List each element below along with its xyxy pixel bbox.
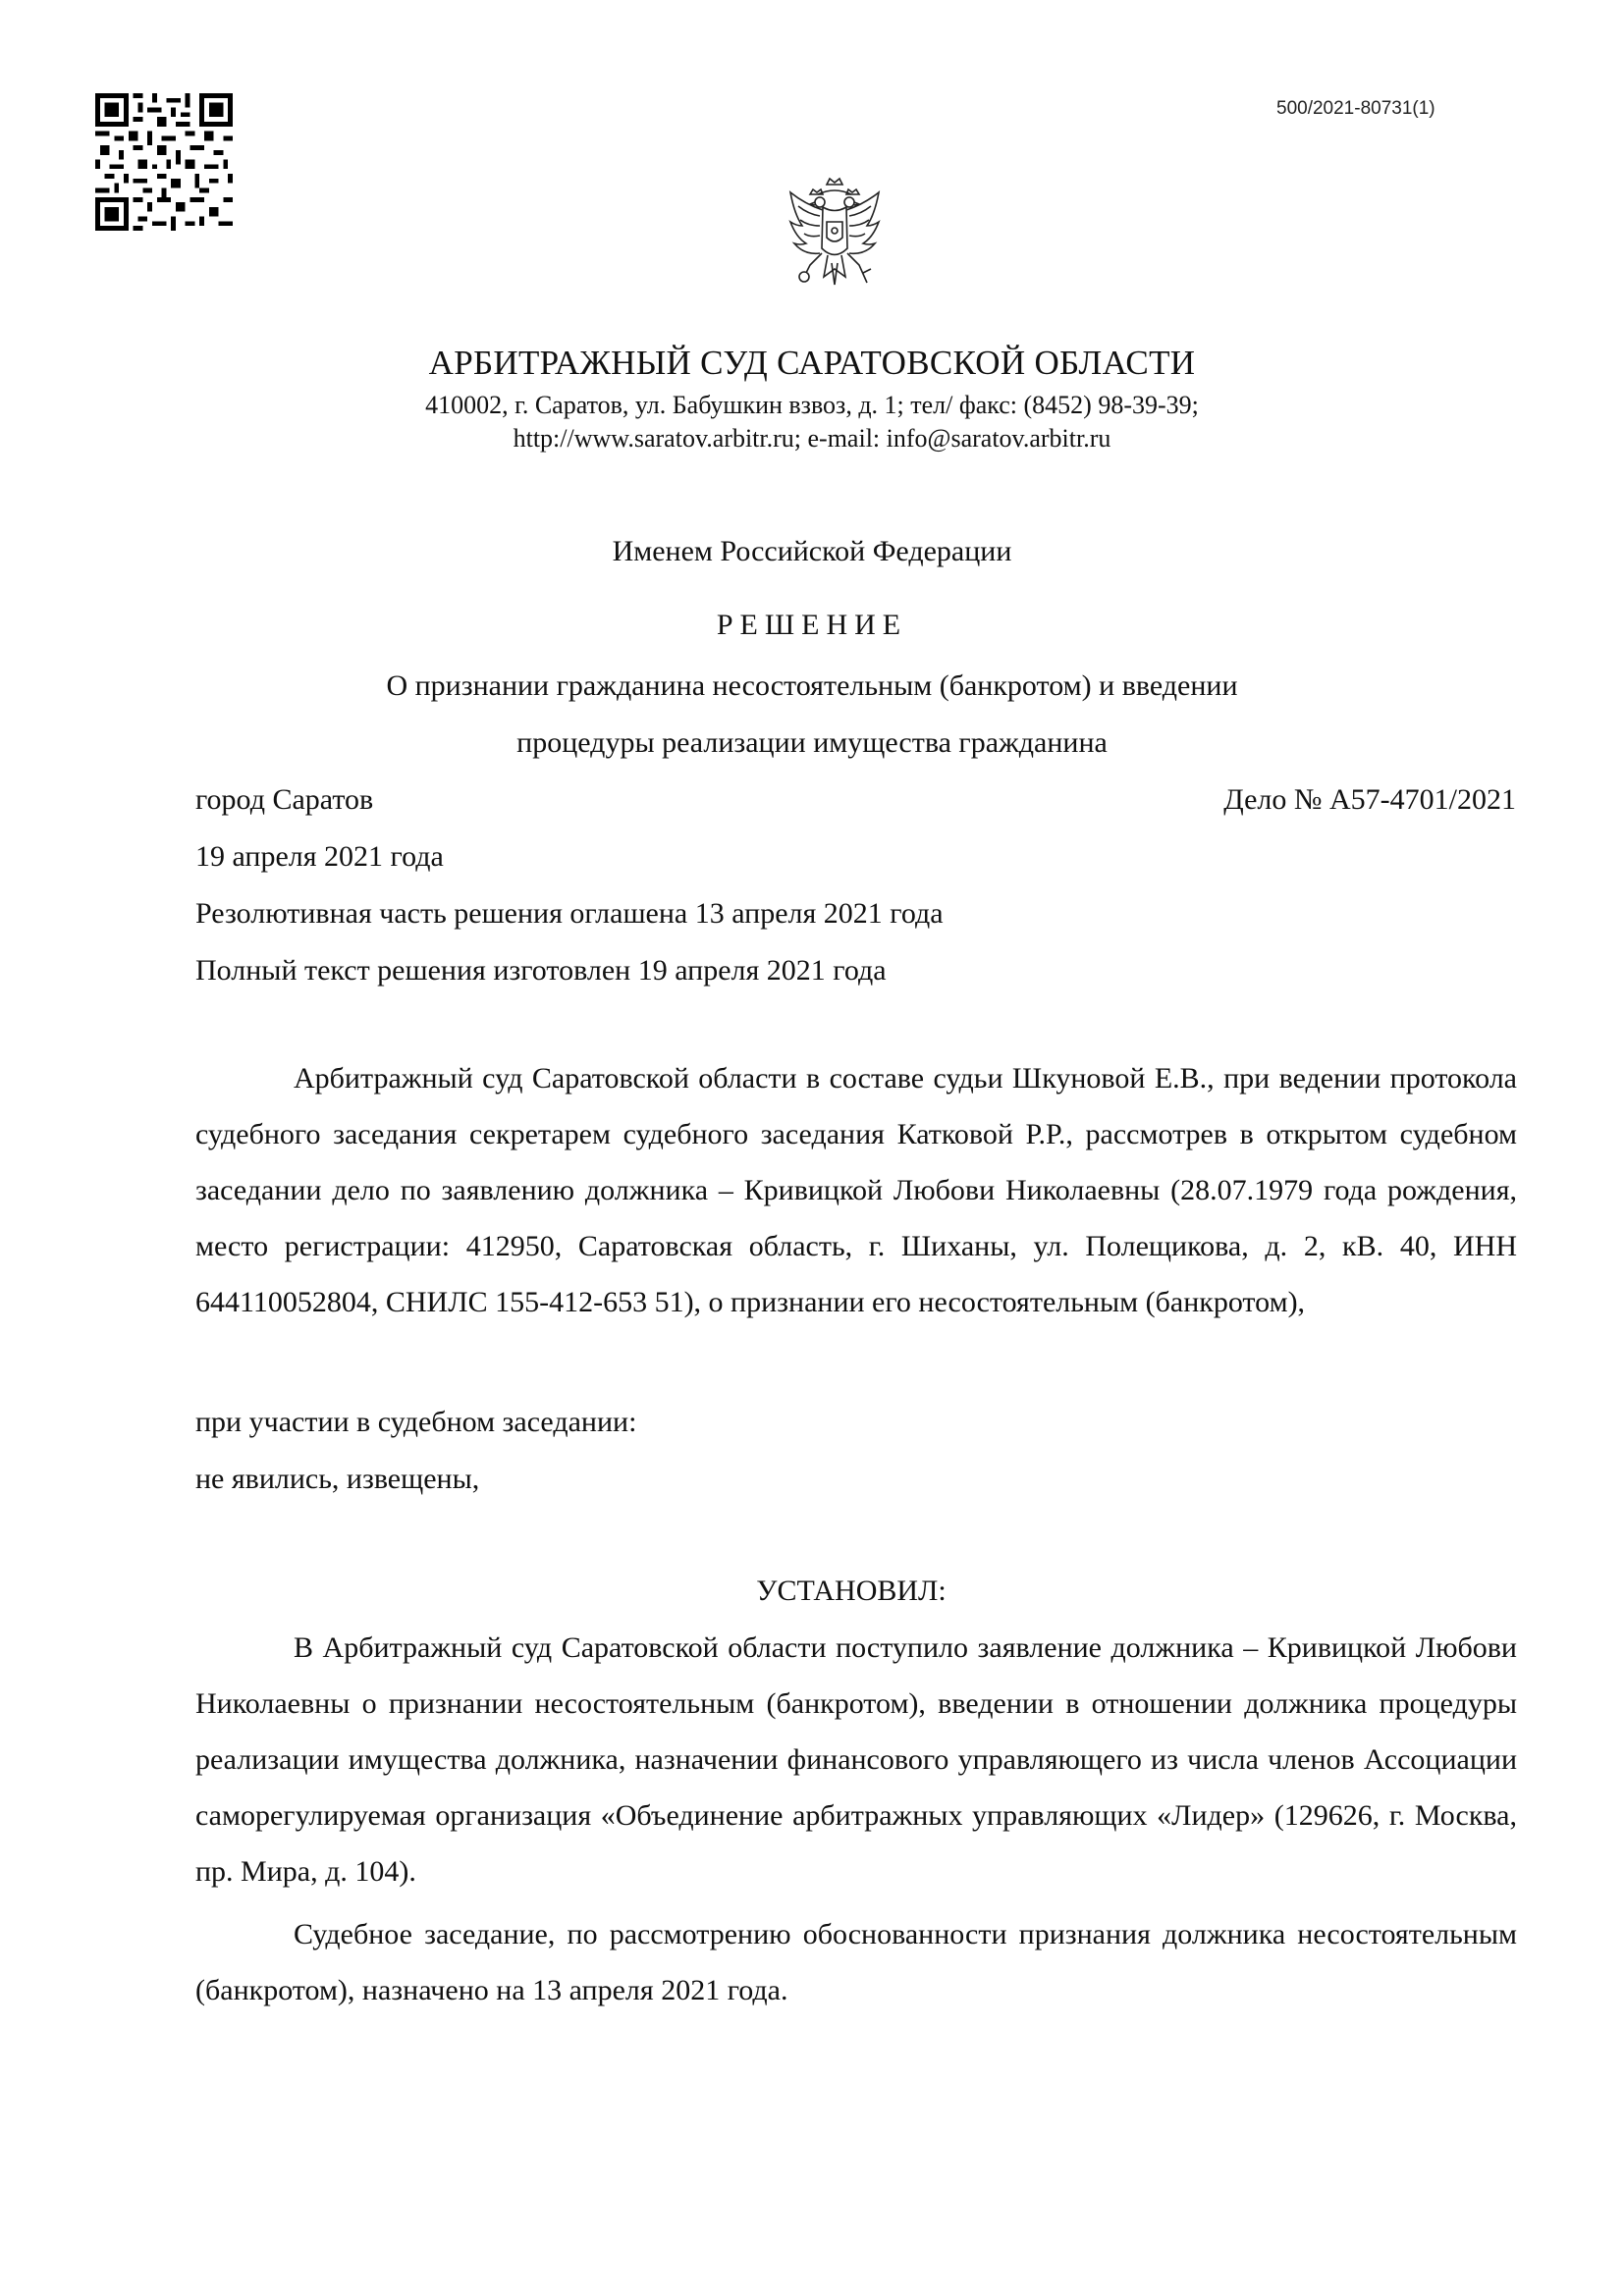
intro-paragraph: Арбитражный суд Саратовской области в составе судьи Шкуновой Е.В., при ведении протокола судебного заседания секретарем судебного заседания Катковой Р.Р., рассмотрев в открытом судебном заседании дело по заявлению должника – Кривицкой Любови Николаевны (28.07.1979 года рождения, место регистрации: 412950, Саратовская область, г. Шиханы, ул. Полещикова, д. 2, кВ. 40, ИНН 644110052804, СНИЛС 155-412-653 51), о признании его несостоятельным (банкротом), [195, 1062, 1517, 1318]
court-address: 410002, г. Саратов, ул. Бабушкин взвоз, д. 1; тел/ факс: (8452) 98-39-39; [425, 391, 1199, 419]
participation-line: при участии в судебном заседании: [195, 1406, 637, 1438]
absent-line: не явились, извещены, [195, 1463, 480, 1495]
in-the-name-line: Именем Российской Федерации [612, 535, 1012, 567]
full-text-made-line: Полный текст решения изготовлен 19 апреля 2021 года [195, 954, 887, 987]
document-registration-number: 500/2021-80731(1) [1276, 98, 1435, 119]
case-number: Дело № А57-4701/2021 [1223, 783, 1516, 816]
decision-title: РЕШЕНИЕ [716, 609, 908, 641]
body-paragraph-1: В Арбитражный суд Саратовской области поступило заявление должника – Кривицкой Любови Николаевны о признании несостоятельным (банкротом), введении в отношении должника процедуры реализации имущества должника, назначении финансового управляющего из числа членов Ассоциации саморегулируемая организация «Объединение арбитражных управляющих «Лидер» (129626, г. Москва, пр. Мира, д. 104). [195, 1631, 1517, 1888]
city-line: город Саратов [195, 783, 374, 816]
established-heading: УСТАНОВИЛ: [756, 1575, 947, 1607]
qr-code-icon [95, 93, 233, 231]
court-name: АРБИТРАЖНЫЙ СУД САРАТОВСКОЙ ОБЛАСТИ [428, 344, 1196, 382]
coat-of-arms-icon [781, 175, 889, 302]
court-contacts: http://www.saratov.arbitr.ru; e-mail: info@saratov.arbitr.ru [513, 424, 1111, 453]
resolution-announced-line: Резолютивная часть решения оглашена 13 апреля 2021 года [195, 897, 944, 930]
decision-subject-line-2: процедуры реализации имущества гражданина [516, 726, 1108, 759]
decision-date: 19 апреля 2021 года [195, 840, 444, 873]
body-paragraph-2: Судебное заседание, по рассмотрению обоснованности признания должника несостоятельным (банкротом), назначено на 13 апреля 2021 года. [195, 1918, 1517, 2006]
decision-subject-line-1: О признании гражданина несостоятельным (банкротом) и введении [386, 669, 1238, 702]
